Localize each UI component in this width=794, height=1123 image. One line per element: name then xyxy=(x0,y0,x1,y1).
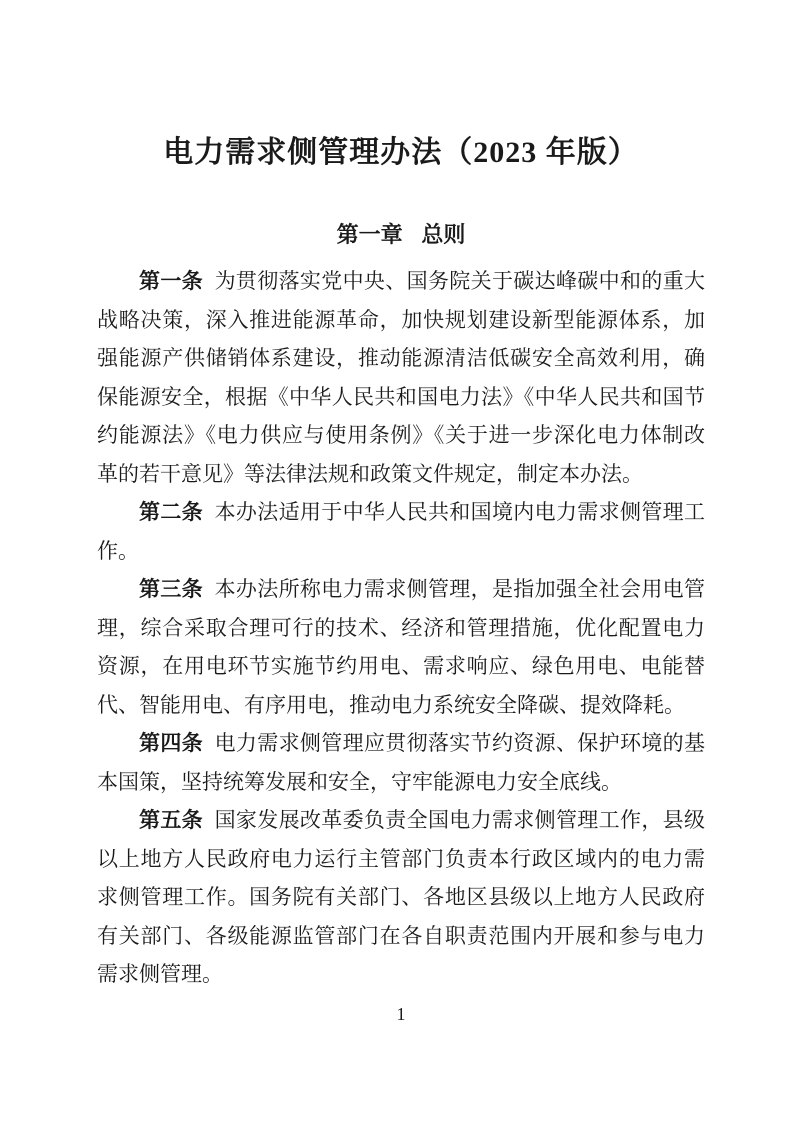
chapter-number: 第一章 xyxy=(336,222,403,247)
paragraph-article-1 xyxy=(97,262,705,493)
article-5-text: 国家发展改革委负责全国电力需求侧管理工作，县级以上地方人民政府电力运行主管部门负责本行政区域内的电力需求侧管理工作。国务院有关部门、各地区县级以上地方人民政府有关部门、各级能源监管部门在各自职责范围内开展和参与电力需求侧管理。 xyxy=(97,808,705,986)
paragraph-article-4 xyxy=(97,724,705,801)
paragraph-article-3 xyxy=(97,570,705,724)
paragraph-article-5 xyxy=(97,801,705,994)
chapter-title: 总则 xyxy=(421,222,466,247)
page-number: 1 xyxy=(396,1003,406,1024)
article-2-label: 第二条 xyxy=(139,500,204,524)
article-4-label: 第四条 xyxy=(139,731,204,755)
article-2-text: 本办法适用于中华人民共和国境内电力需求侧管理工作。 xyxy=(97,500,705,563)
article-3-text: 本办法所称电力需求侧管理，是指加强全社会用电管理，综合采取合理可行的技术、经济和管理措施，优化配置电力资源，在用电环节实施节约用电、需求响应、绿色用电、电能替代、智能用电、有序用电，推动电力系统安全降碳、提效降耗。 xyxy=(97,577,705,717)
article-5-label: 第五条 xyxy=(139,808,204,832)
document-title: 电力需求侧管理办法（2023 年版） xyxy=(163,136,639,169)
article-1-label: 第一条 xyxy=(139,269,204,293)
article-4-text: 电力需求侧管理应贯彻落实节约资源、保护环境的基本国策，坚持统筹发展和安全，守牢能源电力安全底线。 xyxy=(97,731,705,794)
page-content xyxy=(97,0,705,1025)
article-1-text: 为贯彻落实党中央、国务院关于碳达峰碳中和的重大战略决策，深入推进能源革命，加快规划建设新型能源体系，加强能源产供储销体系建设，推动能源清洁低碳安全高效利用，确保能源安全，根据《中华人民共和国电力法》《中华人民共和国节约能源法》《电力供应与使用条例》《关于进一步深化电力体制改革的若干意见》等法律法规和政策文件规定，制定本办法。 xyxy=(97,269,705,486)
article-3-label: 第三条 xyxy=(139,577,204,601)
paragraph-article-2 xyxy=(97,493,705,570)
chapter-heading xyxy=(97,220,705,250)
document-body xyxy=(97,262,705,994)
